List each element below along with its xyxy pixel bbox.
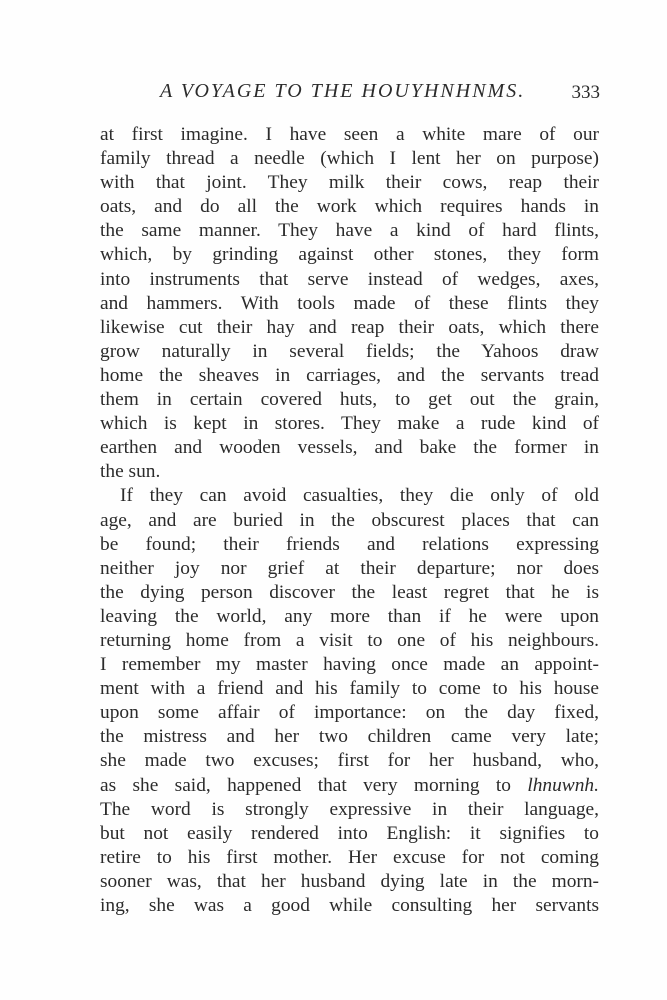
text-line: them in certain covered huts, to get out the grain, <box>100 389 599 411</box>
paragraph-2 <box>100 484 599 918</box>
text-line: retire to his first mother. Her excuse for not coming <box>100 846 599 868</box>
text-line-with-italic <box>100 774 599 798</box>
text-line: at first imagine. I have seen a white mare of our <box>100 124 599 145</box>
text-line: be found; their friends and relations expressing <box>100 533 599 555</box>
text-line: leaving the world, any more than if he were upon <box>100 605 599 627</box>
text-line: ment with a friend and his family to come to his house <box>100 678 599 700</box>
text-line: which, by grinding against other stones, they form <box>100 244 599 266</box>
body-text <box>100 123 599 918</box>
text-line: If they can avoid casualties, they die only of old <box>120 485 599 507</box>
text-line: upon some affair of importance: on the day fixed, <box>100 702 599 724</box>
text-line: I remember my master having once made an appoint- <box>100 654 599 676</box>
text-line: sooner was, that her husband dying late in the morn- <box>100 870 599 892</box>
page-number: 333 <box>571 82 600 103</box>
text-line: oats, and do all the work which requires hands in <box>100 196 599 218</box>
text-line: grow naturally in several fields; the Yahoos draw <box>100 340 599 362</box>
text-line: likewise cut their hay and reap their oats, which there <box>100 316 599 338</box>
text-line: returning home from a visit to one of his neighbours. <box>100 629 599 651</box>
text-line: with that joint. They milk their cows, reap their <box>100 172 599 194</box>
running-head <box>160 80 600 110</box>
text-line: but not easily rendered into English: it signifies to <box>100 822 599 844</box>
text-line-segment: as she said, happened that very morning to <box>100 774 511 796</box>
text-line: neither joy nor grief at their departure; nor does <box>100 557 599 579</box>
text-line: earthen and wooden vessels, and bake the former in <box>100 437 599 459</box>
text-line: the same manner. They have a kind of hard flints, <box>100 220 599 242</box>
text-line: and hammers. With tools made of these flints they <box>100 292 599 314</box>
text-line: into instruments that serve instead of wedges, axes, <box>100 268 599 290</box>
italic-word: lhnuwnh. <box>527 774 599 796</box>
text-line: home the sheaves in carriages, and the servants tread <box>100 364 599 386</box>
text-line: the dying person discover the least regret that he is <box>100 581 599 603</box>
text-line: The word is strongly expressive in their language, <box>100 798 599 820</box>
text-line: the sun. <box>100 461 161 483</box>
text-line: family thread a needle (which I lent her on purpose) <box>100 148 599 170</box>
text-line: ing, she was a good while consulting her servants <box>100 895 599 916</box>
text-line: which is kept in stores. They make a rude kind of <box>100 413 599 435</box>
text-line: the mistress and her two children came very late; <box>100 726 599 748</box>
text-line: she made two excuses; first for her husband, who, <box>100 750 599 772</box>
paragraph-1 <box>100 123 599 484</box>
running-title: A VOYAGE TO THE HOUYHNHNMS. <box>160 80 526 102</box>
text-line: age, and are buried in the obscurest places that can <box>100 509 599 531</box>
